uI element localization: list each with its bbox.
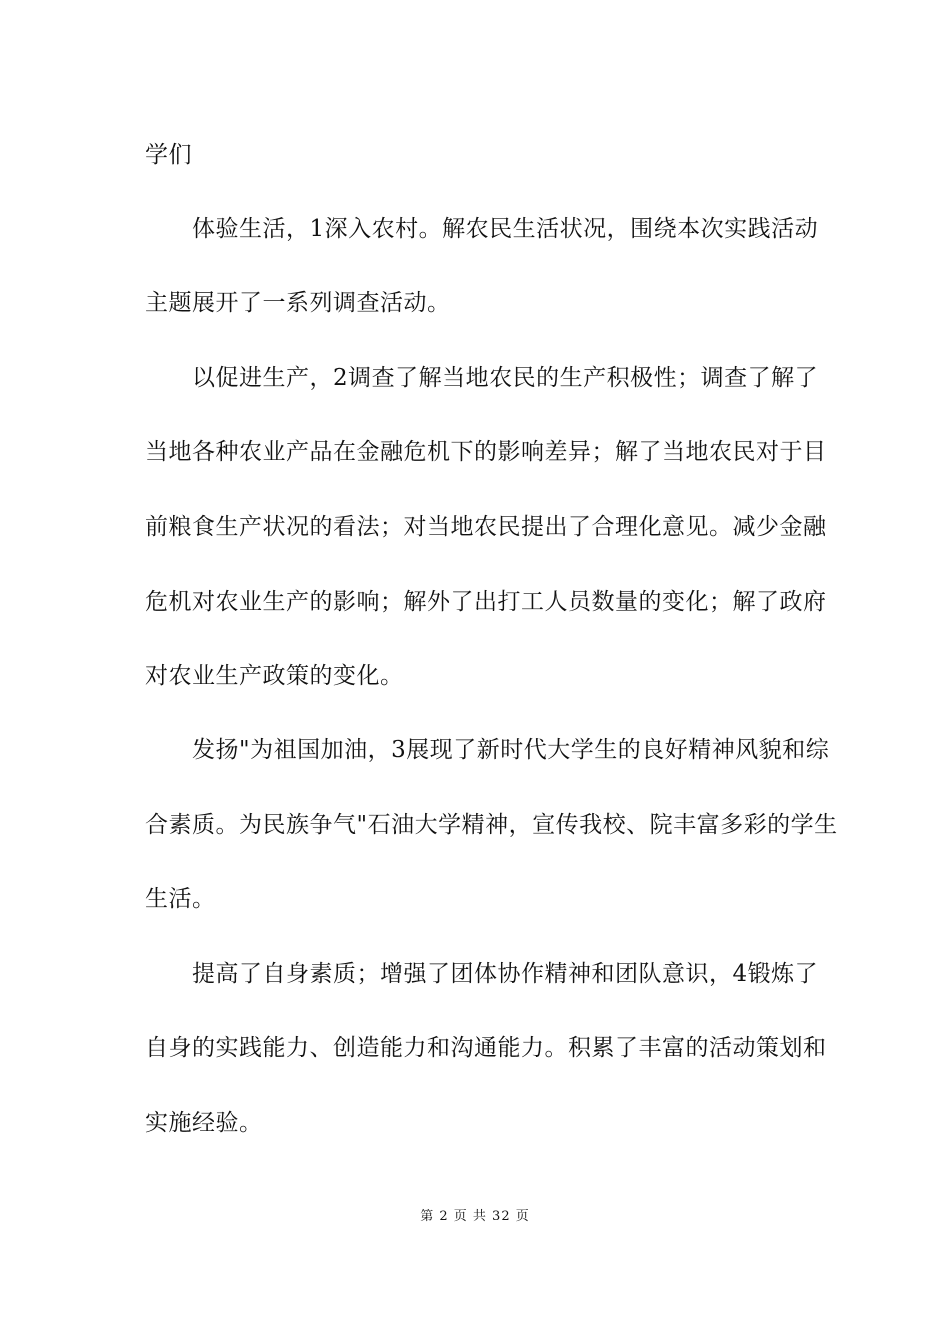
text-line: 危机对农业生产的影响；解外了出打工人员数量的变化；解了政府 xyxy=(145,589,827,615)
text-line: 学们 xyxy=(145,142,192,168)
paragraph-first-line: 发扬"为祖国加油，3展现了新时代大学生的良好精神风貌和综 xyxy=(192,737,830,763)
text-line: 前粮食生产状况的看法；对当地农民提出了合理化意见。减少金融 xyxy=(145,514,827,540)
paragraph-first-line: 提高了自身素质；增强了团体协作精神和团队意识，4锻炼了 xyxy=(192,961,819,987)
text-line: 生活。 xyxy=(145,886,216,912)
page-number-footer: 第 2 页 共 32 页 xyxy=(420,1209,530,1224)
text-line: 对农业生产政策的变化。 xyxy=(145,663,404,689)
text-line: 自身的实践能力、创造能力和沟通能力。积累了丰富的活动策划和 xyxy=(145,1035,827,1061)
text-line: 实施经验。 xyxy=(145,1110,263,1136)
paragraph-first-line: 体验生活，1深入农村。解农民生活状况，围绕本次实践活动 xyxy=(192,216,819,242)
text-line: 主题展开了一系列调查活动。 xyxy=(145,290,451,316)
text-line: 当地各种农业产品在金融危机下的影响差异；解了当地农民对于目 xyxy=(145,439,827,465)
text-line: 合素质。为民族争气"石油大学精神，宣传我校、院丰富多彩的学生 xyxy=(145,812,838,838)
paragraph-first-line: 以促进生产，2调查了解当地农民的生产积极性；调查了解了 xyxy=(192,365,819,391)
